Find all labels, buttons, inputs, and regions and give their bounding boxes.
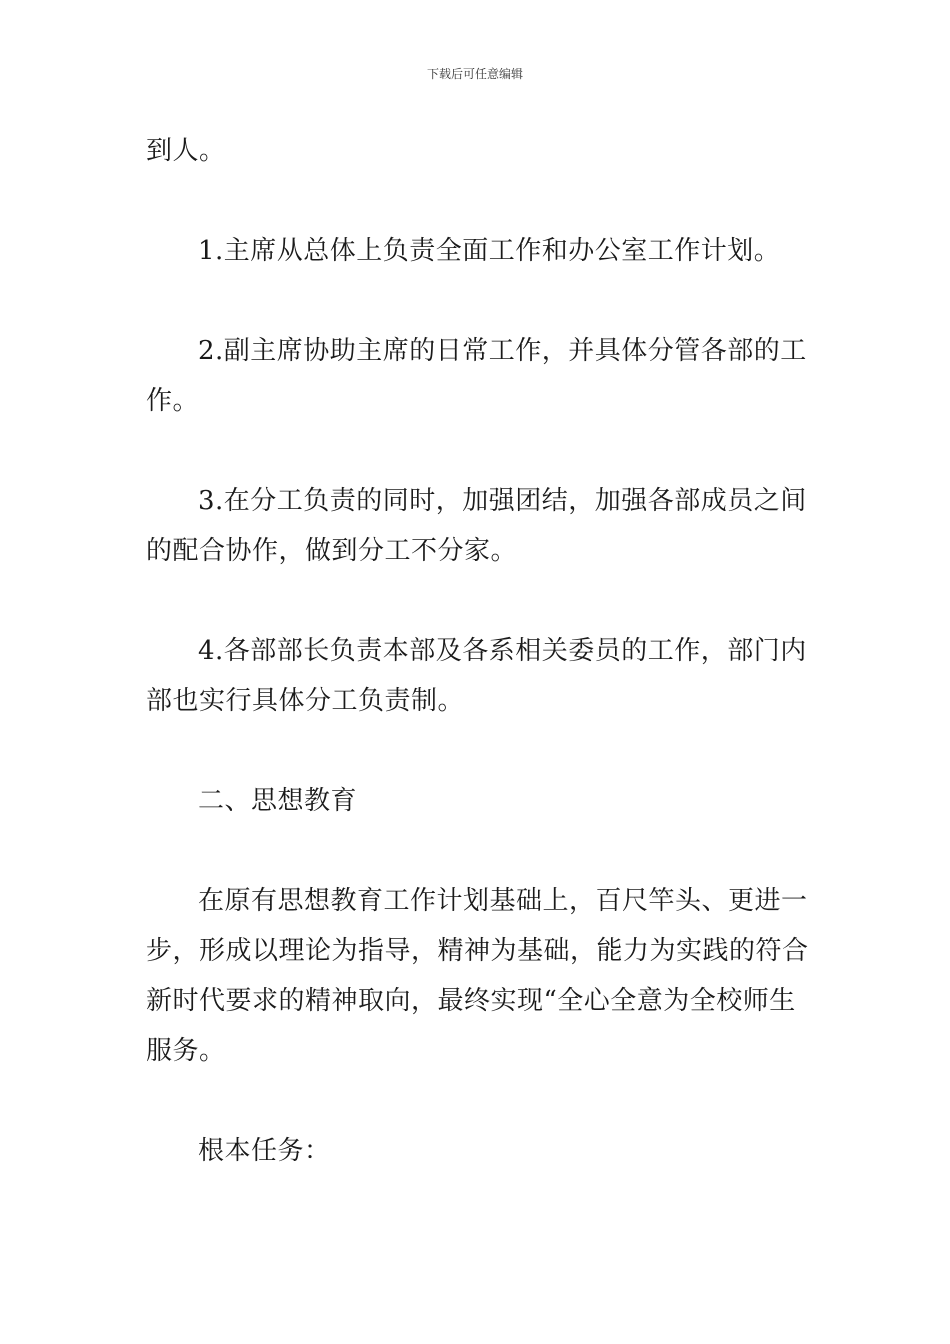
paragraph-continuation [146, 126, 810, 176]
text-line: 部也实行具体分工负责制。 [146, 686, 465, 716]
list-item-1 [146, 226, 810, 276]
text-line: 到人。 [146, 136, 226, 166]
text-line: 的配合协作，做到分工不分家。 [146, 536, 518, 566]
text-line: 在原有思想教育工作计划基础上，百尺竿头、更进一 [198, 886, 808, 916]
text-line: 4.各部部长负责本部及各系相关委员的工作，部门内 [198, 636, 807, 666]
text-line: 二、思想教育 [198, 786, 358, 816]
page-header: 下载后可任意编辑 [426, 67, 523, 81]
text-line: 1.主席从总体上负责全面工作和办公室工作计划。 [198, 236, 781, 266]
text-line: 步，形成以理论为指导，精神为基础，能力为实践的符合 [146, 936, 809, 966]
paragraph-body [146, 876, 810, 1076]
document-body [146, 126, 810, 1176]
text-line: 服务。 [146, 1036, 226, 1066]
text-line: 3.在分工负责的同时，加强团结，加强各部成员之间 [198, 486, 807, 516]
list-item-4 [146, 626, 810, 726]
text-line: 根本任务： [198, 1136, 331, 1166]
text-line: 作。 [146, 386, 200, 416]
list-item-2 [146, 326, 810, 426]
section-heading [146, 776, 810, 826]
subheading [146, 1126, 810, 1176]
text-line: 新时代要求的精神取向，最终实现“全心全意为全校师生 [146, 986, 796, 1016]
list-item-3 [146, 476, 810, 576]
text-line: 2.副主席协助主席的日常工作，并具体分管各部的工 [198, 336, 807, 366]
